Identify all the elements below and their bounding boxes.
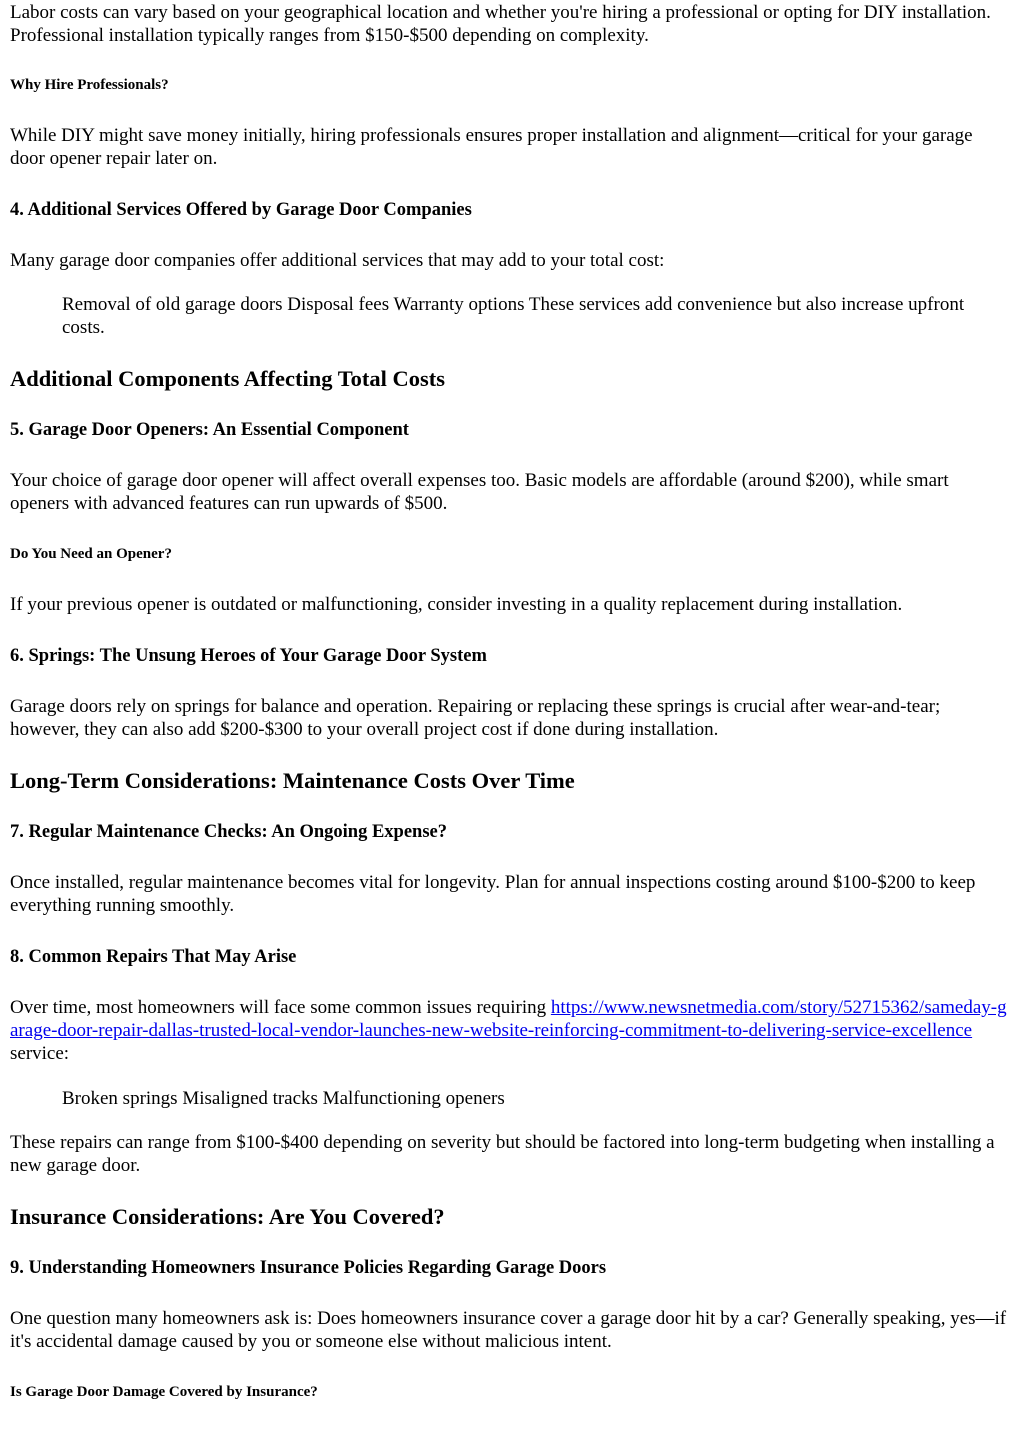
paragraph-labor-costs: Labor costs can vary based on your geographical location and whether you're hiring a professional or opting for DIY installation. Professional installation typically ranges from $150-$500 depending on complexity. bbox=[10, 2, 991, 46]
heading-long-term-considerations: Long-Term Considerations: Maintenance Costs Over Time bbox=[10, 768, 575, 793]
heading-insurance-policies: 9. Understanding Homeowners Insurance Policies Regarding Garage Doors bbox=[10, 1258, 607, 1278]
heading-garage-door-openers: 5. Garage Door Openers: An Essential Component bbox=[10, 420, 409, 440]
paragraph-maintenance: Once installed, regular maintenance becomes vital for longevity. Plan for annual inspections costing around $100-$200 to keep everything running smoothly. bbox=[10, 872, 976, 916]
paragraph-springs: Garage doors rely on springs for balance and operation. Repairing or replacing these springs is crucial after wear-and-tear; however, they can also add $200-$300 to your overall project cost if done during installation. bbox=[10, 696, 941, 740]
services-list-quote: Removal of old garage doors Disposal fees Warranty options These services add convenience but also increase upfront costs. bbox=[62, 294, 965, 338]
heading-damage-covered: Is Garage Door Damage Covered by Insurance? bbox=[10, 1384, 318, 1400]
repair-service-link[interactable]: https://www.newsnetmedia.com/story/52715362/sameday-garage-door-repair-dallas-trusted-local-vendor-launches-new-website-reinforcing-commitment-to-delivering-service-excellence bbox=[10, 997, 1007, 1041]
common-repairs-text-before: Over time, most homeowners will face some common issues requiring bbox=[10, 997, 551, 1018]
paragraph-insurance-policies: One question many homeowners ask is: Does homeowners insurance cover a garage door hit by a car? Generally speaking, yes—if it's accidental damage caused by you or someone else without malicious intent. bbox=[10, 1308, 1007, 1352]
paragraph-openers: Your choice of garage door opener will affect overall expenses too. Basic models are affordable (around $200), while smart openers with advanced features can run upwards of $500. bbox=[10, 470, 949, 514]
paragraph-additional-services: Many garage door companies offer additional services that may add to your total cost: bbox=[10, 250, 665, 271]
repairs-list-quote: Broken springs Misaligned tracks Malfunctioning openers bbox=[62, 1088, 505, 1109]
heading-common-repairs: 8. Common Repairs That May Arise bbox=[10, 947, 297, 967]
paragraph-repairs-range: These repairs can range from $100-$400 depending on severity but should be factored into long-term budgeting when installing a new garage door. bbox=[10, 1132, 995, 1176]
heading-need-an-opener: Do You Need an Opener? bbox=[10, 546, 172, 562]
common-repairs-text-after: service: bbox=[10, 1043, 70, 1064]
heading-additional-components: Additional Components Affecting Total Costs bbox=[10, 366, 446, 391]
heading-why-hire-professionals: Why Hire Professionals? bbox=[10, 77, 169, 93]
paragraph-need-an-opener: If your previous opener is outdated or malfunctioning, consider investing in a quality replacement during installation. bbox=[10, 594, 903, 615]
paragraph-diy-vs-professional: While DIY might save money initially, hiring professionals ensures proper installation and alignment—critical for your garage door opener repair later on. bbox=[10, 125, 973, 169]
heading-additional-services: 4. Additional Services Offered by Garage Door Companies bbox=[10, 200, 472, 220]
heading-springs: 6. Springs: The Unsung Heroes of Your Garage Door System bbox=[10, 646, 487, 666]
paragraph-common-repairs bbox=[10, 996, 1010, 1065]
heading-regular-maintenance: 7. Regular Maintenance Checks: An Ongoing Expense? bbox=[10, 822, 448, 842]
heading-insurance-considerations: Insurance Considerations: Are You Covered? bbox=[10, 1204, 445, 1229]
